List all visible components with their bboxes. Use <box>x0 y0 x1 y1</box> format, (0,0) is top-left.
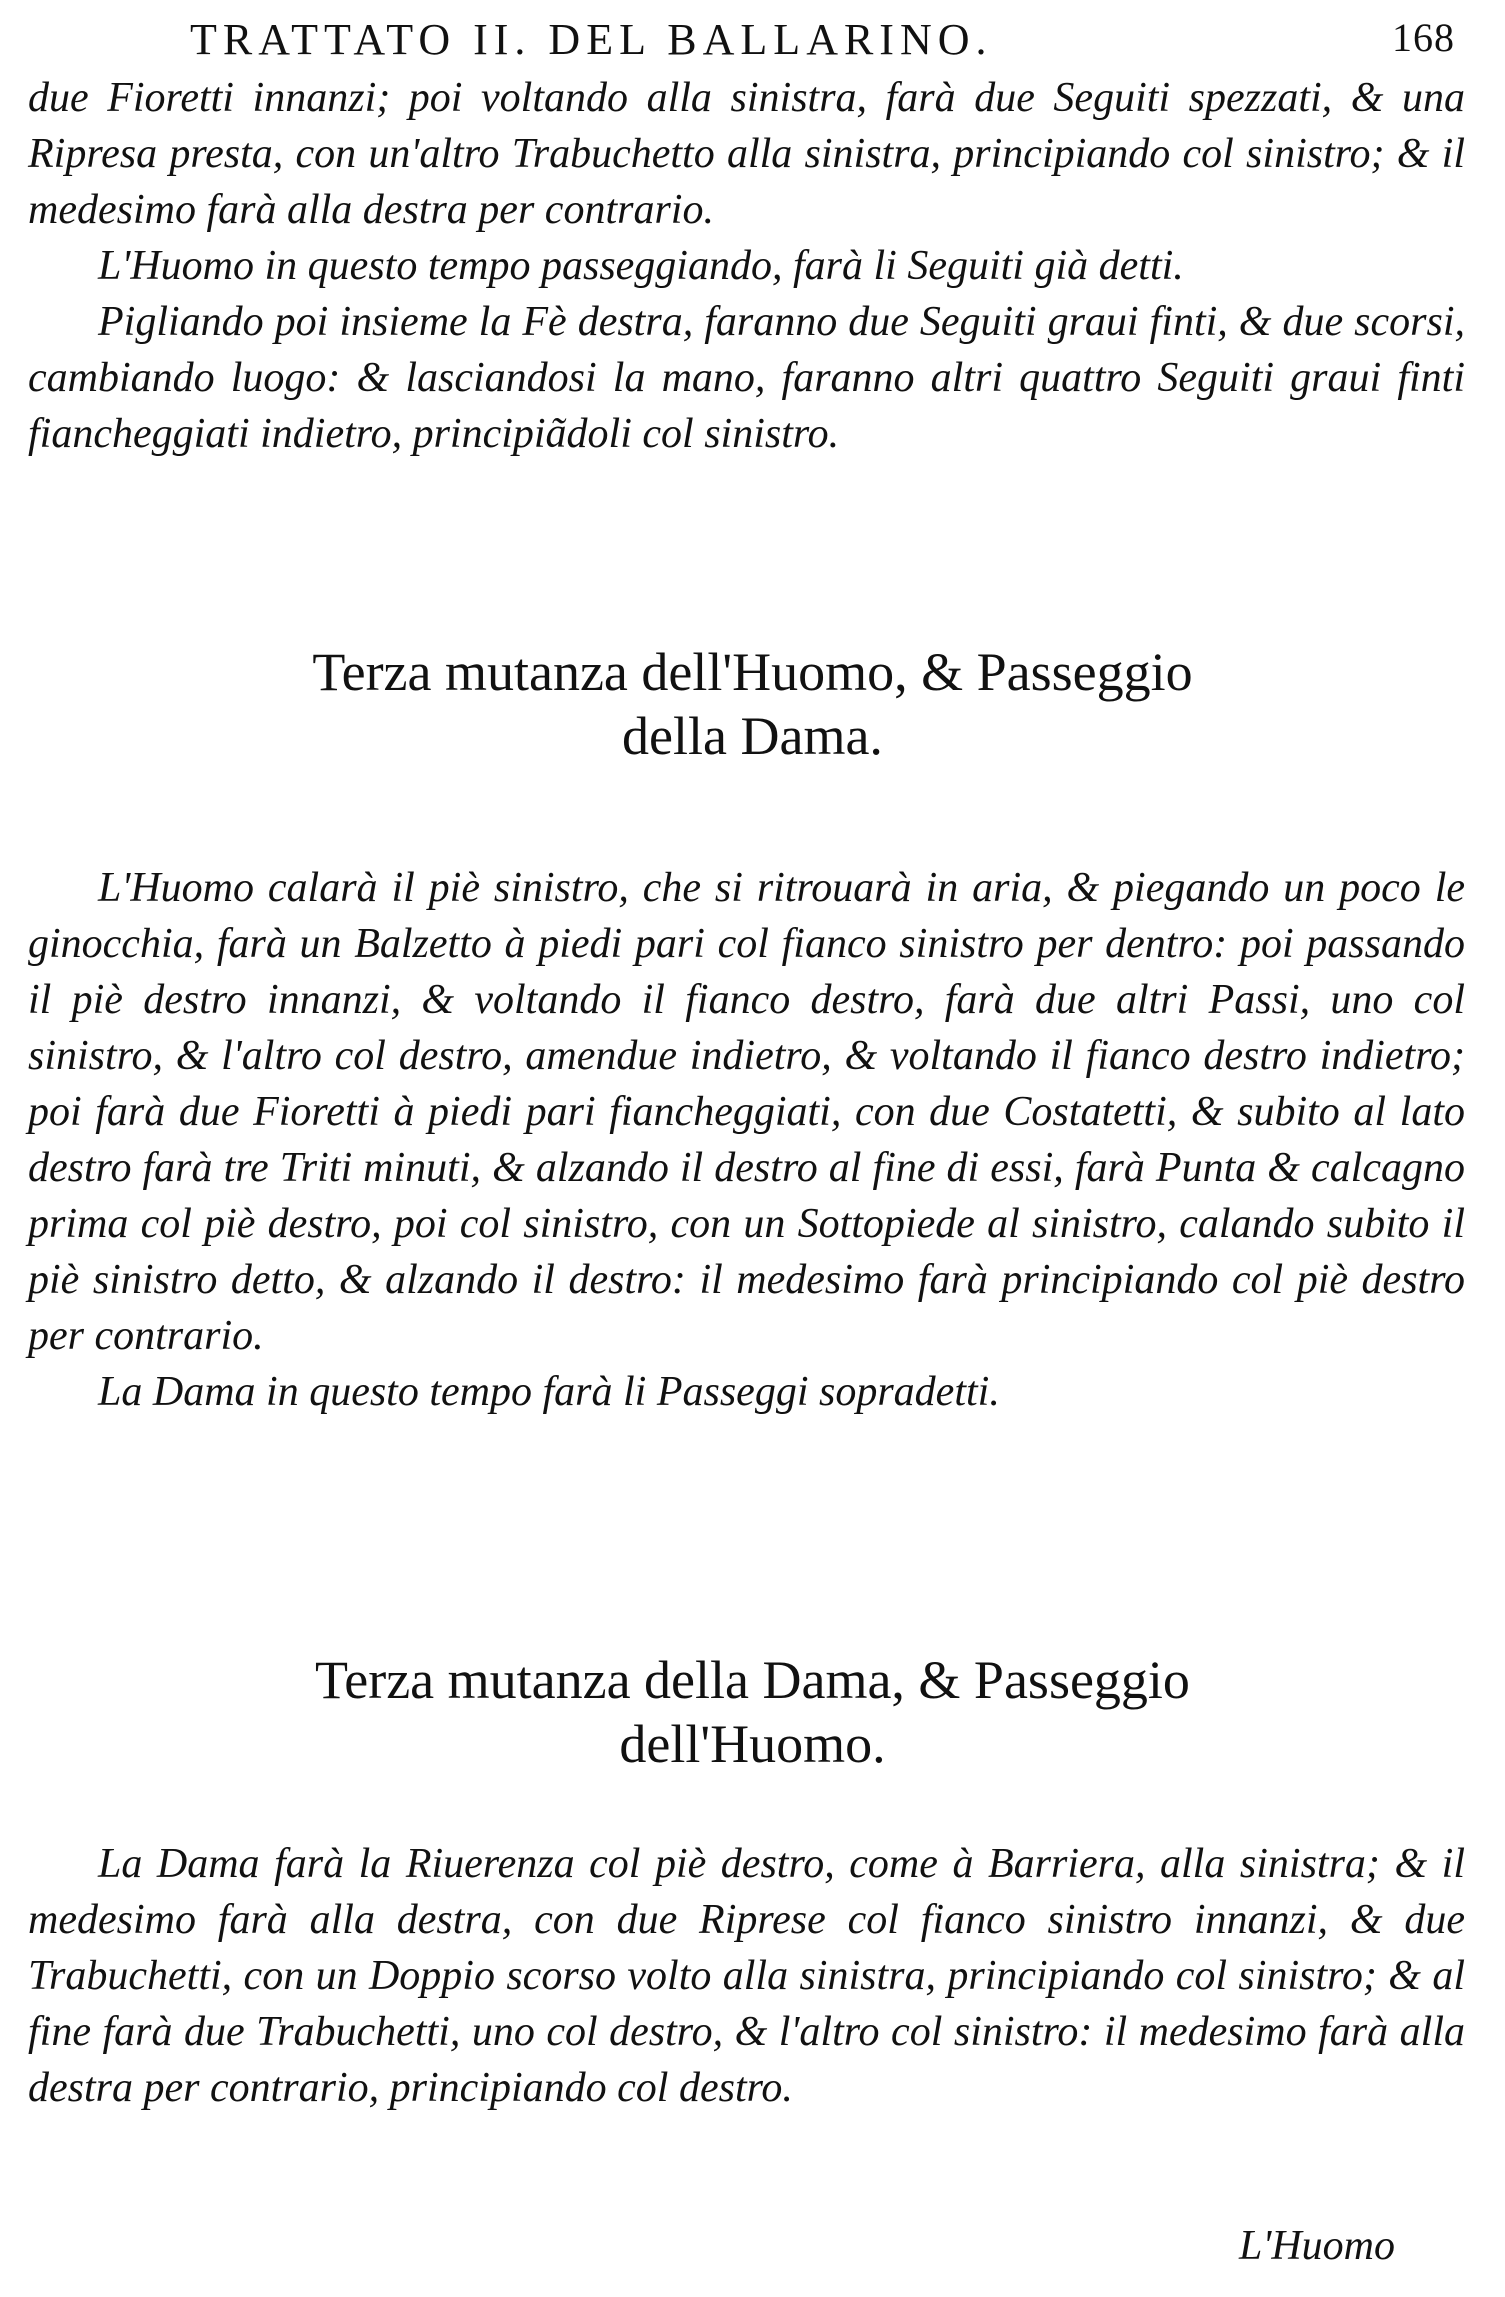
paragraph: La Dama farà la Riuerenza col piè destro, come à Barriera, alla sinistra; & il medesimo farà alla destra, con due Riprese col fianco sinistro innanzi, & due Trabuchetti, con un Doppio scorso volto alla sinistra, principiando col sinistro; & al fine farà due Trabuchetti, uno col destro, & l'altro col sinistro: il medesimo farà alla destra per contrario, principiando col destro. <box>28 1841 1465 2111</box>
catchword: L'Huomo <box>1238 2223 1395 2269</box>
section-heading <box>0 1648 1505 1776</box>
heading-line: Terza mutanza dell'Huomo, & Passeggio <box>312 642 1193 702</box>
section-huomo-mutanza <box>28 860 1465 1420</box>
paragraph: Pigliando poi insieme la Fè destra, faranno due Seguiti graui finti, & due scorsi, cambiando luogo: & lasciandosi la mano, faranno altri quattro Seguiti graui finti fiancheggiati indietro, principiãdoli col sinistro. <box>28 299 1465 457</box>
heading-line: dell'Huomo. <box>619 1714 886 1774</box>
paragraph: due Fioretti innanzi; poi voltando alla sinistra, farà due Seguiti spezzati, & una Ripresa presta, con un'altro Trabuchetto alla sinistra, principiando col sinistro; & il medesimo farà alla destra per contrario. <box>28 75 1465 233</box>
page-number: 168 <box>1392 15 1455 60</box>
heading-line: Terza mutanza della Dama, & Passeggio <box>315 1650 1190 1710</box>
section-heading <box>0 640 1505 768</box>
paragraph: La Dama in questo tempo farà li Passeggi sopradetti. <box>98 1369 1000 1415</box>
running-title: TRATTATO II. DEL BALLARINO. <box>190 15 993 64</box>
section-intro <box>28 70 1465 462</box>
paragraph: L'Huomo calarà il piè sinistro, che si ritrouarà in aria, & piegando un poco le ginocchia, farà un Balzetto à piedi pari col fianco sinistro per dentro: poi passando il piè destro innanzi, & voltando il fianco destro, farà due altri Passi, uno col sinistro, & l'altro col destro, amendue indietro, & voltando il fianco destro indietro; poi farà due Fioretti à piedi pari fiancheggiati, con due Costatetti, & subito al lato destro farà tre Triti minuti, & alzando il destro al fine di essi, farà Punta & calcagno prima col piè destro, poi col sinistro, con un Sottopiede al sinistro, calando subito il piè sinistro detto, & alzando il destro: il medesimo farà principiando col piè destro per contrario. <box>28 865 1465 1359</box>
section-dama-mutanza <box>28 1836 1465 2116</box>
paragraph: L'Huomo in questo tempo passeggiando, farà li Seguiti già detti. <box>98 243 1184 289</box>
heading-line: della Dama. <box>622 706 883 766</box>
